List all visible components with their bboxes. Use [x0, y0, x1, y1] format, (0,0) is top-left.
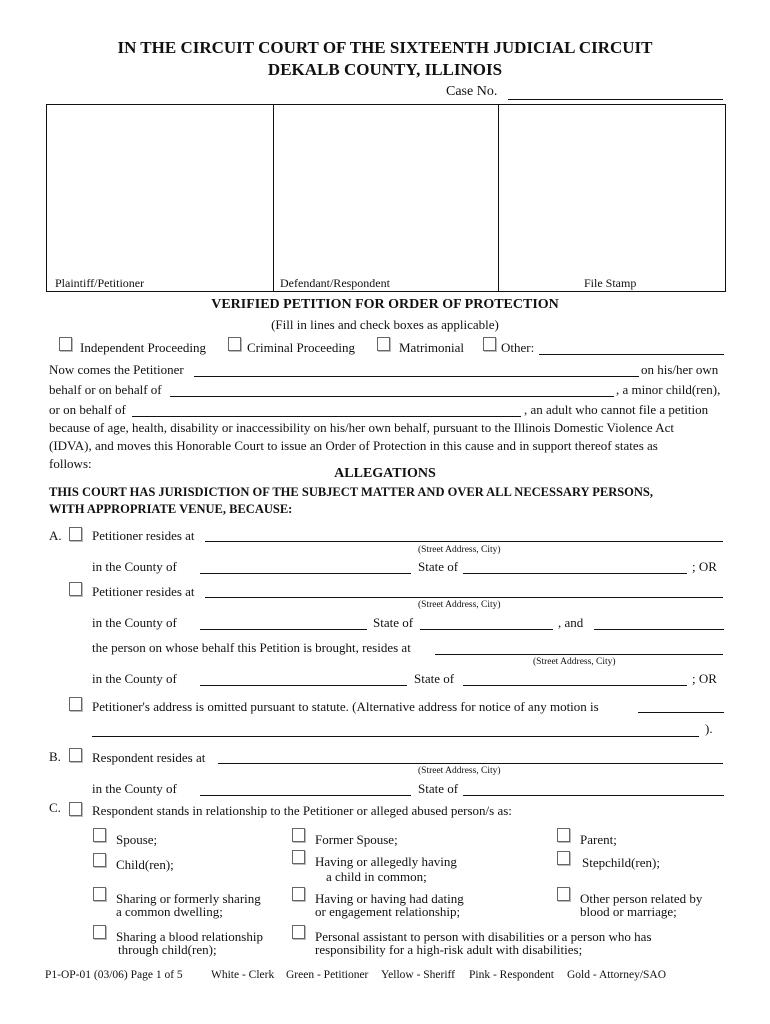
other-field[interactable]: [539, 354, 724, 355]
spouse-label: Spouse;: [116, 832, 158, 847]
blood-label-1: Sharing a blood relationship: [116, 929, 263, 944]
court-title-line2: DEKALB COUNTY, ILLINOIS: [267, 60, 503, 79]
blood-label-2: through child(ren);: [118, 942, 217, 957]
omitted-checkbox[interactable]: [69, 697, 82, 711]
case-no-field[interactable]: [508, 99, 723, 100]
stepchild-checkbox[interactable]: [557, 851, 570, 865]
a1-county-label: in the County of: [92, 559, 177, 574]
omitted-label: Petitioner's address is omitted pursuant to statute. (Alternative address for notice of any motion is: [92, 699, 599, 714]
a1-street-city-hint: (Street Address, City): [418, 545, 501, 555]
stepchild-label: Stepchild(ren);: [582, 855, 660, 870]
a1-state-field[interactable]: [463, 573, 687, 574]
a1-or: ; OR: [692, 559, 717, 574]
a2-and: , and: [558, 615, 584, 630]
dwelling-label-1: Sharing or formerly sharing: [116, 891, 261, 906]
form-title: VERIFIED PETITION FOR ORDER OF PROTECTION: [211, 297, 559, 312]
a3-state-label: State of: [414, 671, 455, 686]
assistant-label-2: responsibility for a high-risk adult with disabilities;: [315, 942, 583, 957]
jurisdiction-line1: THIS COURT HAS JURISDICTION OF THE SUBJECT MATTER AND OVER ALL NECESSARY PERSONS,: [49, 485, 654, 499]
c-checkbox[interactable]: [69, 802, 82, 816]
alt-address-field-1[interactable]: [638, 712, 724, 713]
section-a-letter: A.: [49, 528, 62, 543]
defendant-field[interactable]: [275, 106, 497, 270]
assistant-checkbox[interactable]: [292, 925, 305, 939]
petitioner-name-field[interactable]: [194, 376, 639, 377]
child-common-checkbox[interactable]: [292, 850, 305, 864]
a2-county-field[interactable]: [200, 629, 367, 630]
other-label: Other:: [501, 340, 535, 355]
allegations-heading: ALLEGATIONS: [334, 466, 436, 481]
defendant-label: Defendant/Respondent: [280, 276, 390, 290]
footer-copy-green: Green - Petitioner: [286, 969, 369, 981]
section-b-letter: B.: [49, 749, 61, 764]
related-checkbox[interactable]: [557, 887, 570, 901]
b-resides-label: Respondent resides at: [92, 750, 206, 765]
matrimonial-checkbox[interactable]: [377, 337, 390, 351]
minor-name-field[interactable]: [170, 396, 614, 397]
footer-copy-pink: Pink - Respondent: [469, 969, 554, 981]
section-c-letter: C.: [49, 800, 61, 815]
a2-county-label: in the County of: [92, 615, 177, 630]
intro-body-1: because of age, health, disability or inaccessibility on his/her own behalf, pursuant to the Illinois Domestic Violence Act: [49, 420, 674, 435]
blood-checkbox[interactable]: [93, 925, 106, 939]
now-comes-text: Now comes the Petitioner: [49, 362, 184, 377]
a1-address-field[interactable]: [205, 541, 723, 542]
omitted-close: ).: [705, 721, 713, 736]
footer-copy-white: White - Clerk: [211, 969, 275, 981]
former-spouse-label: Former Spouse;: [315, 832, 398, 847]
children-checkbox[interactable]: [93, 853, 106, 867]
other-checkbox[interactable]: [483, 337, 496, 351]
former-spouse-checkbox[interactable]: [292, 828, 305, 842]
a2-resides-label: Petitioner resides at: [92, 584, 195, 599]
behalf-of-text: behalf or on behalf of: [49, 382, 162, 397]
related-label-2: blood or marriage;: [580, 904, 677, 919]
a2-state-field[interactable]: [420, 629, 553, 630]
plaintiff-label: Plaintiff/Petitioner: [55, 276, 145, 290]
dwelling-label-2: a common dwelling;: [116, 904, 223, 919]
a1-state-label: State of: [418, 559, 459, 574]
b-checkbox[interactable]: [69, 748, 82, 762]
independent-label: Independent Proceeding: [80, 340, 206, 355]
b-county-field[interactable]: [200, 795, 411, 796]
a2-checkbox[interactable]: [69, 582, 82, 596]
person-street-city-hint: (Street Address, City): [533, 657, 616, 667]
on-own-text: on his/her own: [641, 362, 719, 377]
a2-address-field[interactable]: [205, 597, 723, 598]
a3-or: ; OR: [692, 671, 717, 686]
footer-copy-yellow: Yellow - Sheriff: [381, 969, 456, 981]
children-label: Child(ren);: [116, 857, 174, 872]
a3-county-field[interactable]: [200, 685, 407, 686]
c-stands-label: Respondent stands in relationship to the Petitioner or alleged abused person/s as:: [92, 803, 512, 818]
matrimonial-label: Matrimonial: [399, 340, 464, 355]
dwelling-checkbox[interactable]: [93, 887, 106, 901]
a3-county-label: in the County of: [92, 671, 177, 686]
b-state-label: State of: [418, 781, 459, 796]
a3-state-field[interactable]: [463, 685, 687, 686]
criminal-checkbox[interactable]: [228, 337, 241, 351]
intro-body-2: (IDVA), and moves this Honorable Court to issue an Order of Protection in this cause and in support thereof states as: [49, 438, 658, 453]
dating-checkbox[interactable]: [292, 887, 305, 901]
parent-checkbox[interactable]: [557, 828, 570, 842]
adult-text: , an adult who cannot file a petition: [524, 402, 709, 417]
b-address-field[interactable]: [218, 763, 723, 764]
assistant-label-1: Personal assistant to person with disabilities or a person who has: [315, 929, 652, 944]
b-street-city-hint: (Street Address, City): [418, 766, 501, 776]
person-resides-label: the person on whose behalf this Petition is brought, resides at: [92, 640, 411, 655]
dating-label-1: Having or having had dating: [315, 891, 464, 906]
form-instructions: (Fill in lines and check boxes as applicable): [271, 317, 499, 332]
alt-address-field-2[interactable]: [92, 736, 699, 737]
footer-copy-gold: Gold - Attorney/SAO: [567, 969, 667, 981]
filestamp-label: File Stamp: [584, 276, 637, 290]
spouse-checkbox[interactable]: [93, 828, 106, 842]
independent-checkbox[interactable]: [59, 337, 72, 351]
child-common-label-1: Having or allegedly having: [315, 854, 457, 869]
intro-body-3: follows:: [49, 456, 92, 471]
person-address-field[interactable]: [435, 654, 723, 655]
minor-text: , a minor child(ren),: [616, 382, 721, 397]
caption-divider-2: [498, 105, 499, 291]
a1-resides-label: Petitioner resides at: [92, 528, 195, 543]
a1-county-field[interactable]: [200, 573, 411, 574]
b-state-field[interactable]: [463, 795, 724, 796]
footer-form-id: P1-OP-01 (03/06) Page 1 of 5: [45, 969, 183, 981]
caption-divider-1: [273, 105, 274, 291]
court-title-line1: IN THE CIRCUIT COURT OF THE SIXTEENTH JUDICIAL CIRCUIT: [117, 38, 653, 57]
b-county-label: in the County of: [92, 781, 177, 796]
a1-checkbox[interactable]: [69, 527, 82, 541]
parent-label: Parent;: [580, 832, 617, 847]
dating-label-2: or engagement relationship;: [315, 904, 461, 919]
a2-street-city-hint: (Street Address, City): [418, 600, 501, 610]
or-behalf-text: or on behalf of: [49, 402, 126, 417]
adult-name-field[interactable]: [132, 416, 521, 417]
jurisdiction-line2: WITH APPROPRIATE VENUE, BECAUSE:: [49, 502, 293, 516]
related-label-1: Other person related by: [580, 891, 703, 906]
plaintiff-field[interactable]: [48, 106, 272, 270]
child-common-label-2: a child in common;: [326, 869, 427, 884]
case-no-label: Case No.: [446, 84, 498, 99]
a2-state-label: State of: [373, 615, 414, 630]
a2-extra-field[interactable]: [594, 629, 724, 630]
criminal-label: Criminal Proceeding: [247, 340, 355, 355]
